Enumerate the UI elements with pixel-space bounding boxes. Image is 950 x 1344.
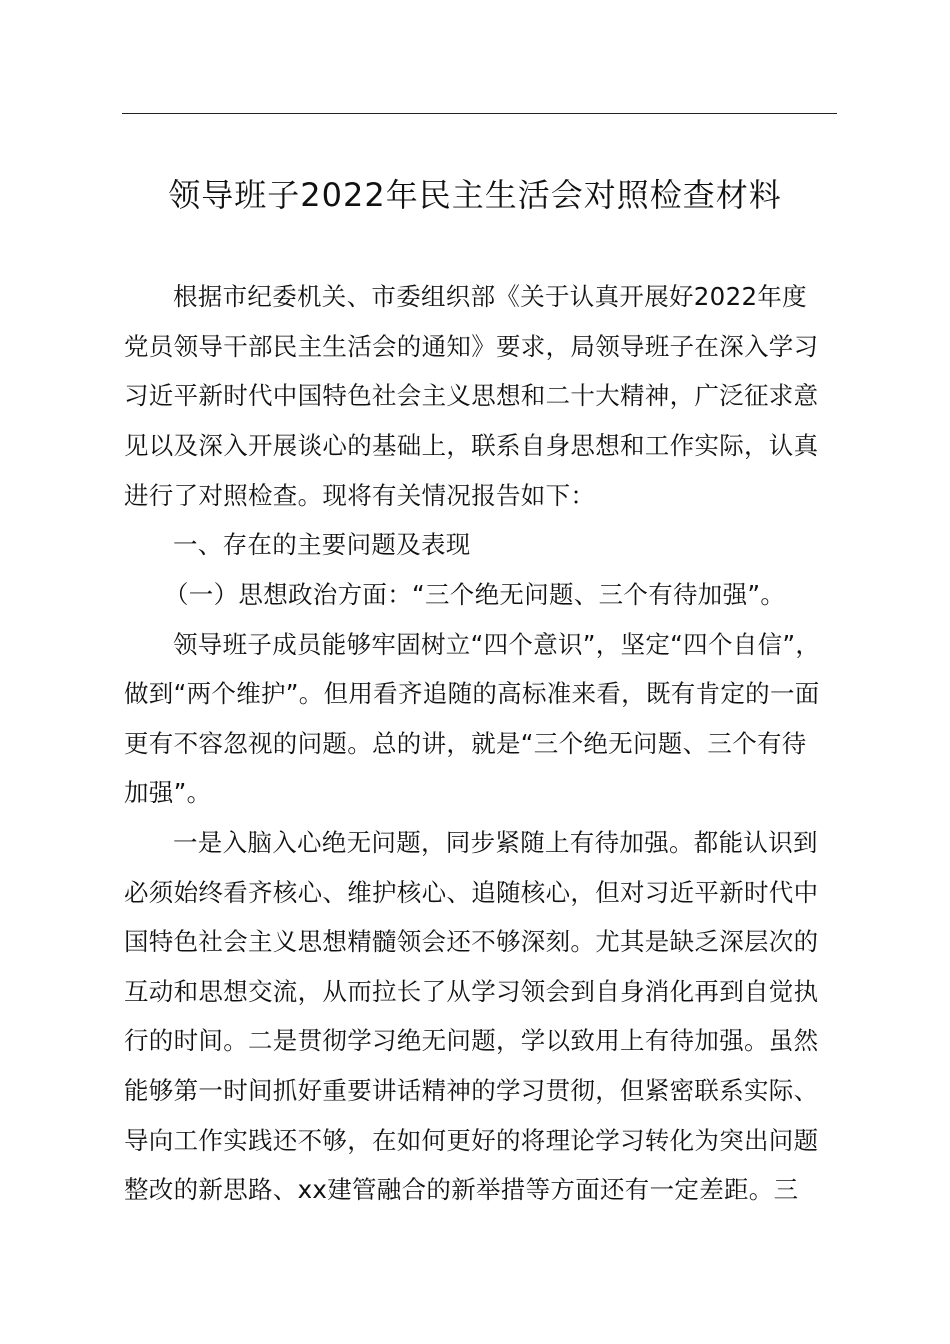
paragraph-line: 整改的新思路、xx建管融合的新举措等方面还有一定差距。三: [124, 1175, 799, 1204]
paragraph-line: 国特色社会主义思想精髓领会还不够深刻。尤其是缺乏深层次的: [124, 927, 819, 956]
paragraph-line: 领导班子成员能够牢固树立“四个意识”，坚定“四个自信”，: [173, 630, 821, 659]
paragraph-line: 必须始终看齐核心、维护核心、追随核心，但对习近平新时代中: [124, 878, 819, 907]
paragraph-line: 加强”。: [124, 778, 212, 807]
paragraph-line: 根据市纪委机关、市委组织部《关于认真开展好2022年度: [173, 282, 807, 311]
document-title: 领导班子2022年民主生活会对照检查材料: [168, 176, 782, 214]
paragraph-line: 一是入脑入心绝无问题，同步紧随上有待加强。都能认识到: [173, 828, 818, 857]
paragraph-line: 党员领导干部民主生活会的通知》要求，局领导班子在深入学习: [124, 332, 819, 361]
section-heading: 一、存在的主要问题及表现: [173, 530, 471, 559]
subsection-heading: （一）思想政治方面：“三个绝无问题、三个有待加强”。: [164, 580, 786, 609]
paragraph-line: 能够第一时间抓好重要讲话精神的学习贯彻，但紧密联系实际、: [124, 1076, 819, 1105]
header-rule: [122, 113, 837, 114]
paragraph-line: 导向工作实践还不够，在如何更好的将理论学习转化为突出问题: [124, 1126, 819, 1155]
paragraph-line: 行的时间。二是贯彻学习绝无问题，学以致用上有待加强。虽然: [124, 1026, 819, 1055]
paragraph-line: 更有不容忽视的问题。总的讲，就是“三个绝无问题、三个有待: [124, 729, 807, 758]
paragraph-line: 见以及深入开展谈心的基础上，联系自身思想和工作实际，认真: [124, 431, 819, 460]
paragraph-line: 习近平新时代中国特色社会主义思想和二十大精神，广泛征求意: [124, 381, 819, 410]
paragraph-line: 进行了对照检查。现将有关情况报告如下：: [124, 481, 596, 510]
paragraph-line: 互动和思想交流，从而拉长了从学习领会到自身消化再到自觉执: [124, 977, 819, 1006]
paragraph-line: 做到“两个维护”。但用看齐追随的高标准来看，既有肯定的一面: [124, 679, 820, 708]
